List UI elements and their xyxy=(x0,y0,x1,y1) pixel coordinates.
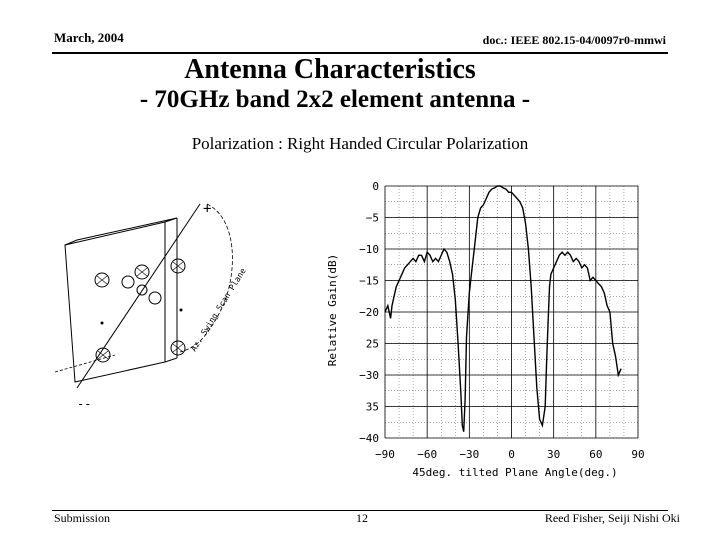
antenna-illustration xyxy=(55,190,275,415)
x-tick-label: 0 xyxy=(508,448,515,461)
y-tick-label: −10 xyxy=(359,243,379,256)
x-tick-label: 30 xyxy=(547,448,561,461)
x-tick-label: −60 xyxy=(417,448,438,461)
y-axis-label: Relative Gain(dB) xyxy=(326,253,339,367)
scan-plane-label: Az. Swing Scan Plane xyxy=(189,266,248,354)
header-doc-id: doc.: IEEE 802.15-04/0097r0-mmwi xyxy=(482,33,666,47)
antenna-element xyxy=(149,292,161,304)
y-tick-label: 35 xyxy=(365,400,379,414)
footer-submission: Submission xyxy=(54,511,111,525)
y-tick-label: −30 xyxy=(359,369,379,382)
antenna-element xyxy=(122,276,134,288)
x-tick-label: −30 xyxy=(459,448,480,461)
slide-title: Antenna Characteristics xyxy=(184,54,476,85)
y-tick-label: 0 xyxy=(372,180,379,193)
footer-authors: Reed Fisher, Seiji Nishi Oki xyxy=(544,511,680,525)
minus-label: -- xyxy=(77,397,92,411)
y-tick-label: −20 xyxy=(359,306,379,319)
footer-page-number: 12 xyxy=(356,511,368,525)
y-tick-label: −5 xyxy=(365,211,379,225)
gain-pattern-line xyxy=(385,186,621,432)
x-tick-label: 60 xyxy=(589,448,603,461)
x-tick-label: −90 xyxy=(375,448,395,461)
plus-label: + xyxy=(203,201,212,217)
y-tick-label: 25 xyxy=(365,337,379,351)
header-date: March, 2004 xyxy=(54,30,124,45)
slide-subtitle: - 70GHz band 2x2 element antenna - xyxy=(139,86,531,113)
x-axis-label: 45deg. tilted Plane Angle(deg.) xyxy=(412,466,618,479)
gain-pattern-chart xyxy=(320,170,660,480)
x-tick-label: 90 xyxy=(631,448,645,461)
polarization-caption: Polarization : Right Handed Circular Polarization xyxy=(191,134,529,153)
y-tick-label: −15 xyxy=(359,274,379,288)
y-tick-label: −40 xyxy=(359,432,379,445)
